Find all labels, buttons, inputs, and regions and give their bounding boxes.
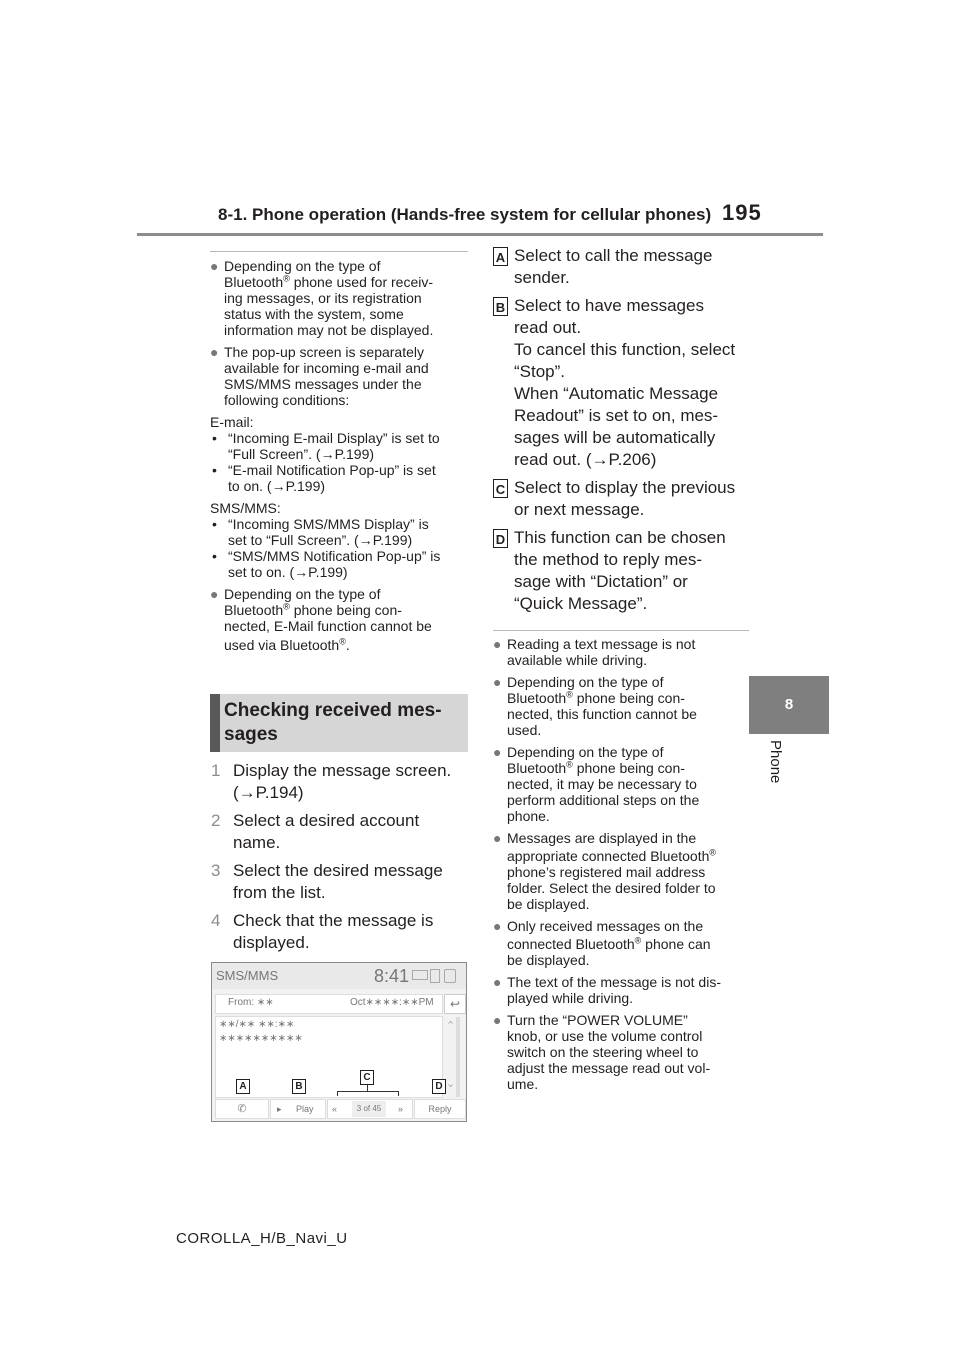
counter-box [352,1101,386,1117]
note-text: . [345,637,350,653]
callout-line: Select to call the message [514,246,713,265]
note-line: SMS/MMS messages under the [224,376,422,392]
registered-mark: ® [634,935,642,946]
bullet-icon: ● [493,1012,502,1028]
note-line: to on. (→P.199) [228,478,326,494]
reply-button[interactable]: Reply [414,1099,466,1119]
step-line: Select a desired account [233,811,420,830]
bullet-icon: ● [493,636,502,652]
note-line: The pop-up screen is separately [224,344,424,360]
note-item [210,586,472,653]
callout-letter: A [493,247,508,266]
note-line: available while driving. [507,652,648,668]
callout-letter: D [493,529,508,548]
callout-descriptions [493,245,763,615]
note-line [507,760,763,776]
steps-list [211,760,473,954]
step-line: (→P.194) [233,783,304,802]
message-text: ∗∗∗∗∗∗∗∗∗∗ [219,1033,303,1044]
note-line: folder. Select the desired folder to [507,880,716,896]
note-line: following conditions: [224,392,350,408]
section-title-line: Checking received mes- [224,700,442,721]
play-button[interactable] [270,1099,326,1119]
call-button[interactable] [215,1099,269,1119]
sub-item [210,462,472,494]
sms-screen-screenshot [211,962,467,1122]
note-text: phone being con- [572,760,685,776]
callout-item [493,477,763,521]
note-text: connected Bluetooth [507,936,635,952]
email-label: E-mail: [210,414,254,430]
chapter-tab-label: Phone [767,740,784,784]
signal-icon [430,969,440,983]
bullet-icon: ● [493,918,502,934]
note-item [493,918,763,968]
callout-line: “Stop”. [514,362,566,381]
bullet-icon: ● [493,744,502,760]
callout-item [493,295,763,471]
section-heading [210,694,468,752]
note-text: phone being con- [572,690,685,706]
callout-line: Select to have messages [514,296,704,315]
note-line: Depending on the type of [224,258,381,274]
note-line: “SMS/MMS Notification Pop-up” is [228,548,441,564]
note-item [493,1012,763,1092]
note-line: The text of the message is not dis- [507,974,721,990]
note-line: “Incoming SMS/MMS Display” is [228,516,429,532]
note-line: Only received messages on the [507,918,704,934]
callout-line: Readout” is set to on, mes- [514,406,719,425]
note-text: appropriate connected Bluetooth [507,848,710,864]
counter-current: 3 [356,1104,362,1113]
callout-b: B [292,1079,306,1094]
note-item [210,258,472,338]
note-line: switch on the steering wheel to [507,1044,699,1060]
step-item [211,760,473,804]
callout-line: or next message. [514,500,645,519]
phone-icon: ✆ [237,1103,247,1115]
callout-c-line [367,1085,368,1091]
callout-a: A [236,1079,250,1094]
note-line: nected, E-Mail function cannot be [224,618,432,634]
note-line: “Full Screen”. (→P.199) [228,446,375,462]
note-line [507,936,763,952]
callout-d: D [432,1079,446,1094]
callout-line: read out. [514,318,582,337]
note-line: adjust the message read out vol- [507,1060,711,1076]
left-notes [210,258,472,653]
callout-line: sage with “Dictation” or [514,572,688,591]
sub-item [210,430,472,462]
note-line: information may not be displayed. [224,322,434,338]
note-line: used. [507,722,542,738]
callout-line: sender. [514,268,570,287]
sub-item [210,548,472,580]
note-line: be displayed. [507,952,590,968]
status-icon [412,970,428,980]
callout-c-bracket [337,1091,399,1096]
step-line: Select the desired message [233,861,443,880]
step-line: displayed. [233,933,310,952]
dash-icon: • [212,462,217,478]
from-label: From: ∗∗ [228,997,274,1008]
note-line: ing messages, or its registration [224,290,422,306]
step-number: 4 [211,911,221,930]
step-line: Display the message screen. [233,761,452,780]
registered-mark: ® [283,601,290,612]
registered-mark: ® [566,689,573,700]
note-line: set to “Full Screen”. (→P.199) [228,532,413,548]
callout-line: sages will be automatically [514,428,716,447]
screen-title: SMS/MMS [216,968,279,983]
bullet-icon: ● [210,344,219,360]
scroll-up-icon[interactable]: ⌃ [446,1020,456,1032]
play-label: Play [296,1104,314,1114]
note-text: Bluetooth [507,690,567,706]
note-line [224,602,472,618]
back-icon[interactable]: ↩ [444,994,466,1014]
note-line: Depending on the type of [507,744,664,760]
note-item [210,344,472,408]
chapter-tab: 8 [749,676,829,734]
note-text: Bluetooth [224,274,284,290]
callout-item [493,245,763,289]
note-line: phone. [507,808,550,824]
callout-line: To cancel this function, select [514,340,736,359]
note-line: status with the system, some [224,306,404,322]
step-line: Check that the message is [233,911,434,930]
dash-icon: • [212,548,217,564]
note-line: knob, or use the volume control [507,1028,703,1044]
step-item [211,810,473,854]
note-text: Bluetooth [507,760,567,776]
scrollbar[interactable] [456,1017,460,1097]
play-icon: ▸ [277,1104,282,1114]
message-counter [327,1099,413,1119]
sms-label: SMS/MMS: [210,500,281,516]
callout-line: “Quick Message”. [514,594,648,613]
callout-line: When “Automatic Message [514,384,719,403]
note-item [493,830,763,912]
callout-line: Select to display the previous [514,478,736,497]
note-item [493,636,763,668]
note-line: played while driving. [507,990,634,1006]
document-footer: COROLLA_H/B_Navi_U [176,1230,348,1247]
header-divider [137,233,823,236]
page-number: 195 [722,200,762,225]
note-text: used via Bluetooth [224,637,340,653]
scroll-down-icon[interactable]: ⌄ [446,1078,456,1090]
note-text: phone can [641,936,711,952]
note-divider [493,630,749,631]
callout-line: This function can be chosen [514,528,726,547]
note-line [507,848,763,864]
bullet-icon: ● [493,974,502,990]
step-number: 1 [211,761,221,780]
step-line: name. [233,833,281,852]
section-heading-text [224,699,442,747]
note-line: set to on. (→P.199) [228,564,348,580]
note-line: “E-mail Notification Pop-up” is set [228,462,436,478]
note-line: ume. [507,1076,539,1092]
callout-line: read out. (→P.206) [514,450,657,469]
message-subject: ∗∗/∗∗ ∗∗:∗∗ [219,1019,295,1030]
counter-total: 45 [372,1104,382,1113]
callout-letter: C [493,479,508,498]
screen-clock: 8:41 [374,966,410,986]
section-heading-bar [210,694,220,752]
callout-item [493,527,763,615]
callout-letter: B [493,297,508,316]
bullet-icon: ● [210,258,219,274]
note-line: perform additional steps on the [507,792,700,808]
chapter-header-title: 8-1. Phone operation (Hands-free system for cellular phones) [218,205,712,224]
note-line: Reading a text message is not [507,636,696,652]
callout-c: C [360,1070,374,1085]
step-line: from the list. [233,883,326,902]
note-line [507,690,763,706]
note-line: be displayed. [507,896,590,912]
right-notes [493,636,763,1092]
note-line: Messages are displayed in the [507,830,697,846]
note-line: Depending on the type of [507,674,664,690]
bullet-icon: ● [493,674,502,690]
note-text: Bluetooth [224,602,284,618]
step-number: 2 [211,811,221,830]
bullet-icon: ● [493,830,502,846]
step-item [211,910,473,954]
bullet-icon: ● [210,586,219,602]
note-text: phone used for receiv- [289,274,434,290]
note-item [493,974,763,1006]
dash-icon: • [212,516,217,532]
previous-icon[interactable]: « [332,1104,338,1114]
note-item [493,744,763,824]
sub-item [210,516,472,548]
note-item [493,674,763,738]
note-line: phone’s registered mail address [507,864,706,880]
note-line: available for incoming e-mail and [224,360,429,376]
note-line: “Incoming E-mail Display” is set to [228,430,440,446]
dash-icon: • [212,430,217,446]
section-title-line: sages [224,724,278,745]
registered-mark: ® [283,273,290,284]
message-date: Oct∗∗∗∗:∗∗PM [350,997,434,1008]
callout-line: the method to reply mes- [514,550,703,569]
battery-icon [444,969,456,983]
note-line [224,637,472,653]
note-line: Turn the “POWER VOLUME” [507,1012,688,1028]
note-divider [210,251,468,252]
note-text: phone being con- [289,602,402,618]
step-item [211,860,473,904]
next-icon[interactable]: » [398,1104,404,1114]
step-number: 3 [211,861,221,880]
note-line: nected, it may be necessary to [507,776,697,792]
note-line: nected, this function cannot be [507,706,697,722]
counter-of: of [363,1104,371,1113]
registered-mark: ® [339,636,346,647]
registered-mark: ® [566,759,573,770]
note-line: Depending on the type of [224,586,381,602]
note-line [224,274,472,290]
registered-mark: ® [709,847,717,858]
